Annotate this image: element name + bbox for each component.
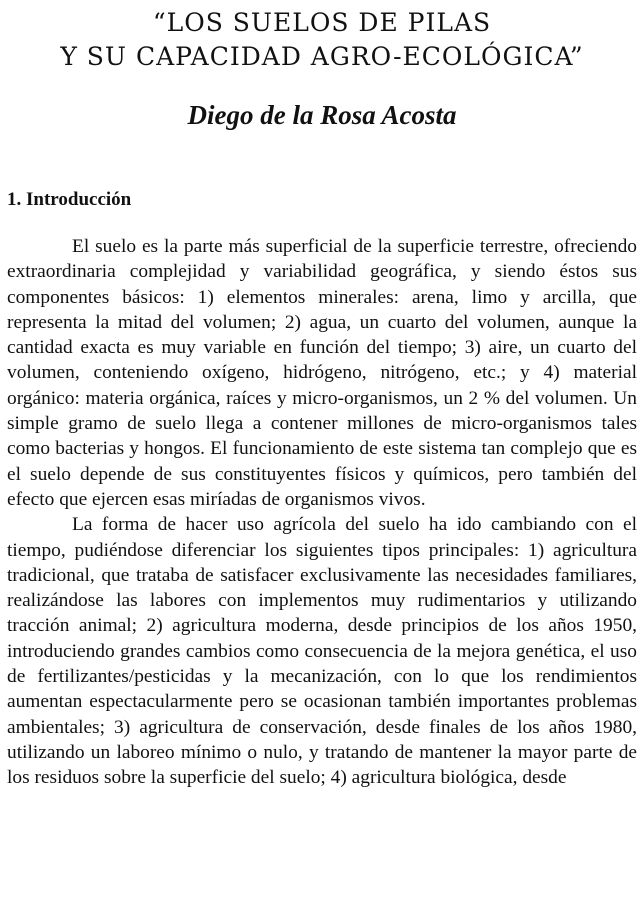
- body-paragraph: El suelo es la parte más superficial de la superficie terrestre, ofreciendo extraordinaria complejidad y variabilidad geográfica, y siendo éstos sus componentes básicos: 1) elementos minerales: arena, limo y arcilla, que representa la mitad del volumen; 2) agua, un cuarto del volumen, aunque la cantidad exacta es muy variable en función del tiempo; 3) aire, un cuarto del volumen, conteniendo oxígeno, hidrógeno, nitrógeno, etc.; y 4) material orgánico: materia orgánica, raíces y micro-organismos, un 2 % del volumen. Un simple gramo de suelo llega a contener millones de micro-organismos tales como bacterias y hongos. El funcionamiento de este sistema tan complejo que es el suelo depende de sus constituyentes físicos y químicos, pero también del efecto que ejercen esas miríadas de organismos vivos.: [7, 236, 637, 510]
- body-paragraph: La forma de hacer uso agrícola del suelo ha ido cambiando con el tiempo, pudiéndose diferenciar los siguientes tipos principales: 1) agricultura tradicional, que trataba de satisfacer exclusivamente las necesidades familiares, realizándose las labores con implementos muy rudimentarios y utilizando tracción animal; 2) agricultura moderna, desde principios de los años 1950, introduciendo grandes cambios como consecuencia de la mejora genética, el uso de fertilizantes/pesticidas y la mecanización, con lo que los rendimientos aumentan espectacularmente pero se ocasionan también importantes problemas ambientales; 3) agricultura de conservación, desde finales de los años 1980, utilizando un laboreo mínimo o nulo, y tratando de mantener la mayor parte de los residuos sobre la superficie del suelo; 4) agricultura biológica, desde: [7, 514, 637, 789]
- section-heading: 1. Introducción: [7, 189, 132, 210]
- article-title-line-1: “LOS SUELOS DE PILAS: [152, 8, 492, 37]
- author-name: Diego de la Rosa Acosta: [187, 100, 457, 130]
- article-title-line-2: Y SU CAPACIDAD AGRO-ECOLÓGICA”: [60, 42, 584, 71]
- title-block: [7, 6, 637, 74]
